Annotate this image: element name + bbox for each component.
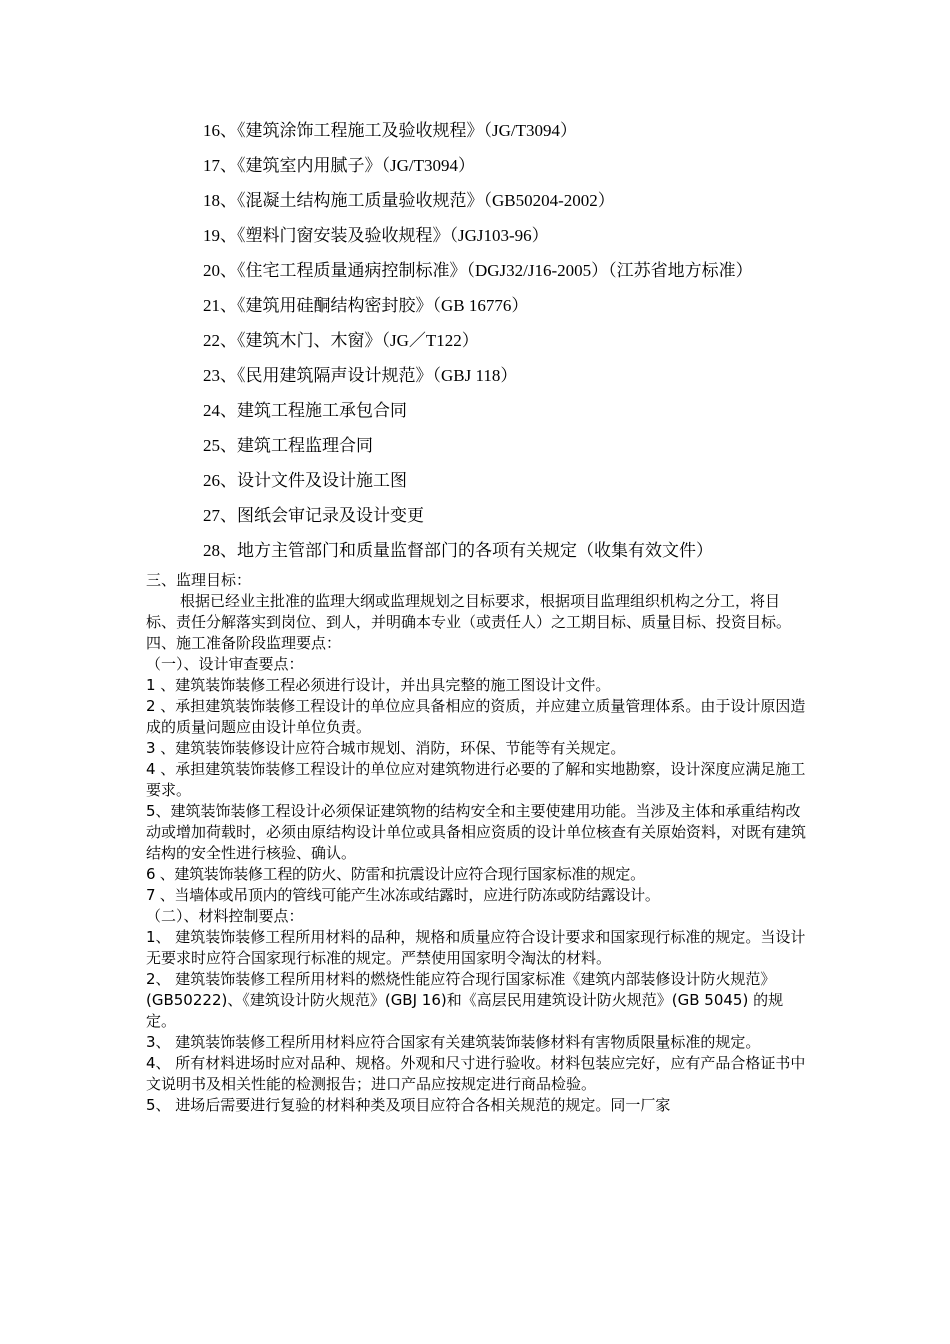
- section-heading: 三、监理目标：: [146, 571, 252, 589]
- reference-item: 18、《混凝土结构施工质量验收规范》（GB50204-2002）: [203, 191, 615, 210]
- list-item: 3 、建筑装饰装修设计应符合城市规划、消防，环保、节能等有关规定。: [146, 739, 626, 757]
- reference-item: 16、《建筑涂饰工程施工及验收规程》（JG/T3094）: [203, 121, 577, 140]
- list-item: 3、 建筑装饰装修工程所用材料应符合国家有关建筑装饰装修材料有害物质限量标准的规定。: [146, 1033, 761, 1051]
- list-item: 1、 建筑装饰装修工程所用材料的品种，规格和质量应符合设计要求和国家现行标准的规定。当设计无要求时应符合国家现行标准的规定。严禁使用国家明令淘汰的材料。: [146, 928, 806, 967]
- reference-item: 17、《建筑室内用腻子》（JG/T3094）: [203, 156, 475, 175]
- reference-item: 22、《建筑木门、木窗》（JG／T122）: [203, 331, 479, 350]
- reference-item: 26、设计文件及设计施工图: [203, 471, 407, 490]
- reference-item: 21、《建筑用硅酮结构密封胶》（GB 16776）: [203, 296, 529, 315]
- list-item: 1 、建筑装饰装修工程必须进行设计，并出具完整的施工图设计文件。: [146, 676, 611, 694]
- list-item: 7 、当墙体或吊顶内的管线可能产生冰冻或结露时，应进行防冻或防结露设计。: [146, 886, 660, 904]
- reference-item: 23、《民用建筑隔声设计规范》（GBJ 118）: [203, 366, 518, 385]
- reference-item: 28、地方主管部门和质量监督部门的各项有关规定（收集有效文件）: [203, 541, 713, 560]
- reference-item: 20、《住宅工程质量通病控制标准》（DGJ32/J16-2005）（江苏省地方标准）: [203, 261, 753, 280]
- reference-item: 25、建筑工程监理合同: [203, 436, 373, 455]
- list-item: 6 、建筑装饰装修工程的防火、防雷和抗震设计应符合现行国家标准的规定。: [146, 865, 645, 883]
- reference-item: 24、建筑工程施工承包合同: [203, 401, 407, 420]
- section-heading: 四、施工准备阶段监理要点：: [146, 634, 342, 652]
- list-item: 5、 进场后需要进行复验的材料种类及项目应符合各相关规范的规定。同一厂家: [146, 1096, 671, 1114]
- subsection-heading: （二）、材料控制要点：: [146, 907, 304, 925]
- list-item: 5、建筑装饰装修工程设计必须保证建筑物的结构安全和主要使建用功能。当涉及主体和承重结构改动或增加荷载时，必须由原结构设计单位或具备相应资质的设计单位核查有关原始资料，对既有建筑结构的安全性进行核验、确认。: [146, 802, 807, 862]
- reference-item: 27、图纸会审记录及设计变更: [203, 506, 424, 525]
- list-item: 4 、承担建筑装饰装修工程设计的单位应对建筑物进行必要的了解和实地勘察，设计深度应满足施工要求。: [146, 760, 806, 799]
- paragraph: 根据已经业主批准的监理大纲或监理规划之目标要求，根据项目监理组织机构之分工，将目标、责任分解落实到岗位、到人，并明确本专业（或责任人）之工期目标、质量目标、投资目标。: [146, 592, 792, 631]
- list-item: 2 、承担建筑装饰装修工程设计的单位应具备相应的资质，并应建立质量管理体系。由于设计原因造成的质量问题应由设计单位负责。: [146, 697, 806, 736]
- document-body: [146, 570, 806, 1116]
- reference-item: 19、《塑料门窗安装及验收规程》（JGJ103-96）: [203, 226, 549, 245]
- list-item: 4、 所有材料进场时应对品种、规格。外观和尺寸进行验收。材料包装应完好，应有产品合格证书中文说明书及相关性能的检测报告；进口产品应按规定进行商品检验。: [146, 1054, 806, 1093]
- reference-list: [203, 113, 923, 568]
- list-item: 2、 建筑装饰装修工程所用材料的燃烧性能应符合现行国家标准《建筑内部装修设计防火规范》(GB50222)、《建筑设计防火规范》(GBJ 16)和《高层民用建筑设计防火规范》(GB 5045) 的规定。: [146, 970, 784, 1030]
- subsection-heading: （一）、设计审查要点：: [146, 655, 304, 673]
